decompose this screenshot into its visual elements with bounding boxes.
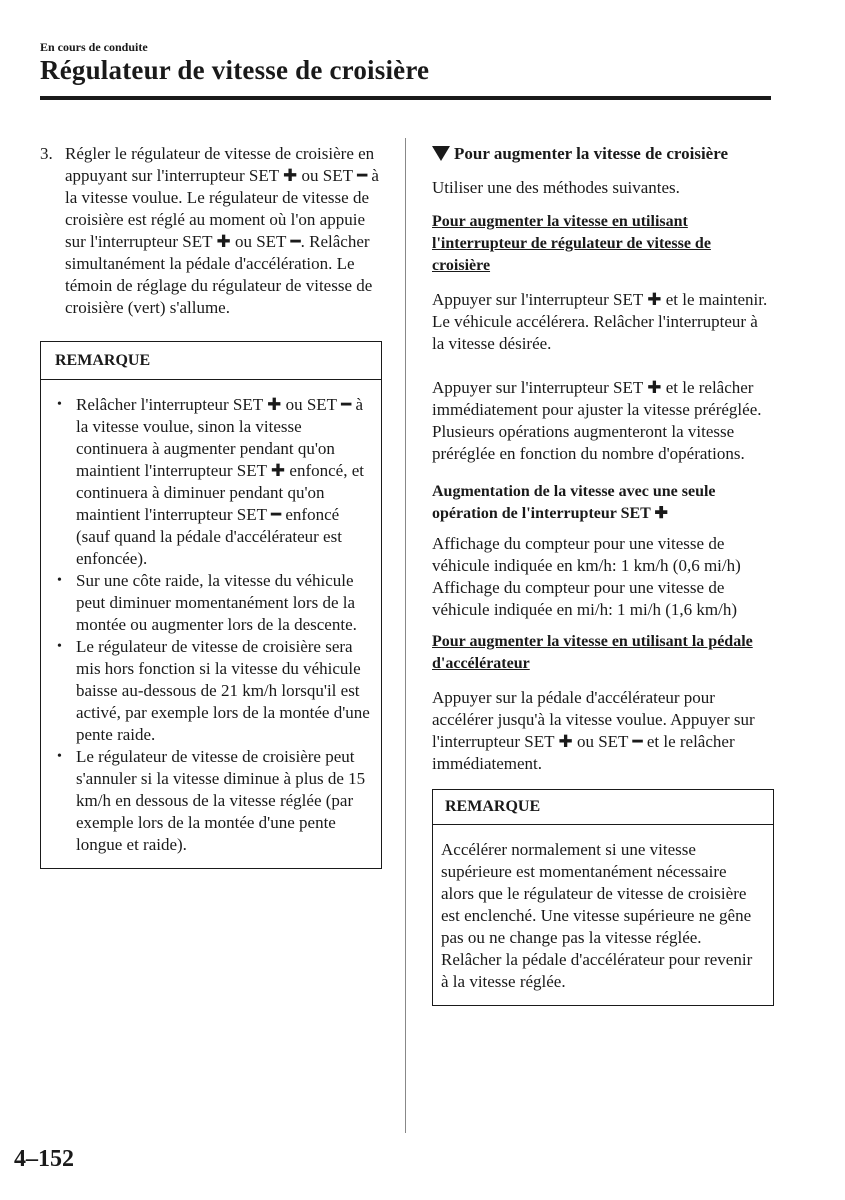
bullet-glyph: • [57,749,62,764]
page-title: Régulateur de vitesse de croisière [40,55,430,85]
bullet-glyph: • [57,397,62,412]
section-heading-text: Pour augmenter la vitesse de croisière [454,144,728,163]
note-box-right [432,789,774,1006]
mph-increment-text: Affichage du compteur pour une vitesse de véhicule indiquée en mi/h: 1 mi/h (1,6 km/h) [432,578,737,619]
bullet-text: Relâcher l'interrupteur SET ✚ ou SET ━ à la vitesse voulue, sinon la vitesse continuera à augmenter pendant qu'on maintient l'interrupteur SET ✚ enfoncé, et continuera à diminuer pendant qu'on maintient l'interrupteur SET ━ enfoncé (sauf quand la pédale d'accélérateur est enfoncée). [76,395,364,568]
bullet-glyph: • [57,639,62,654]
bullet-text: Sur une côte raide, la vitesse du véhicule peut diminuer momentanément lors de la montée ou augmenter lors de la descente. [76,571,357,634]
step-3 [40,143,382,319]
note-title: REMARQUE [433,790,773,825]
step-number: 3. [40,144,53,163]
list-item [57,394,371,570]
left-column [40,143,382,869]
section-heading [432,143,772,165]
subheading-pedal: Pour augmenter la vitesse en utilisant la pédale d'accélérateur [432,633,753,672]
subheading-single-operation: Augmentation de la vitesse avec une seule opération de l'interrupteur SET ✚ [432,483,716,522]
section-label: En cours de conduite [40,40,148,54]
switch-tap-text: Appuyer sur l'interrupteur SET ✚ et le relâcher immédiatement pour ajuster la vitesse préréglée. Plusieurs opérations augmenteront la vitesse préréglée en fonction du nombre d'opérations. [432,378,762,463]
list-item [57,746,371,856]
right-column [432,143,772,1006]
page-number: 4–152 [14,1146,74,1172]
down-triangle-icon [432,146,450,161]
note-title: REMARQUE [41,342,381,380]
list-item [57,636,371,746]
title-rule [40,96,771,100]
note-bullet-list [41,380,381,868]
intro-text: Utiliser une des méthodes suivantes. [432,178,680,197]
list-item [57,570,371,636]
subheading-switch: Pour augmenter la vitesse en utilisant l'interrupteur de régulateur de vitesse de croisière [432,213,711,274]
bullet-text: Le régulateur de vitesse de croisière peut s'annuler si la vitesse diminue à plus de 15 km/h en dessous de la vitesse réglée (par exemple lors de la montée d'une pente longue et raide). [76,747,366,854]
note-box-left [40,341,382,869]
switch-hold-text: Appuyer sur l'interrupteur SET ✚ et le maintenir. Le véhicule accélérera. Relâcher l'interrupteur à la vitesse désirée. [432,290,768,353]
bullet-text: Le régulateur de vitesse de croisière sera mis hors fonction si la vitesse du véhicule baisse au-dessous de 21 km/h lorsqu'il est activé, par exemple lors de la montée d'une pente raide. [76,637,370,744]
note-text: Accélérer normalement si une vitesse supérieure est momentanément nécessaire alors que le régulateur de vitesse de croisière est enclenché. Une vitesse supérieure ne gêne pas ou ne change pas la vitesse réglée. Relâcher la pédale d'accélérateur pour revenir à la vitesse réglée. [441,840,753,991]
kmh-increment-text: Affichage du compteur pour une vitesse de véhicule indiquée en km/h: 1 km/h (0,6 mi/h) [432,534,741,575]
bullet-glyph: • [57,573,62,588]
column-divider [405,138,406,1133]
step-text: Régler le régulateur de vitesse de croisière en appuyant sur l'interrupteur SET ✚ ou SET ━ à la vitesse voulue. Le régulateur de vitesse de croisière est réglé au moment où l'on appuie sur l'interrupteur SET ✚ ou SET ━. Relâcher simultanément la pédale d'accélération. Le témoin de réglage du régulateur de vitesse de croisière (vert) s'allume. [65,144,379,317]
pedal-text: Appuyer sur la pédale d'accélérateur pour accélérer jusqu'à la vitesse voulue. Appuyer sur l'interrupteur SET ✚ ou SET ━ et le relâcher immédiatement. [432,688,755,773]
